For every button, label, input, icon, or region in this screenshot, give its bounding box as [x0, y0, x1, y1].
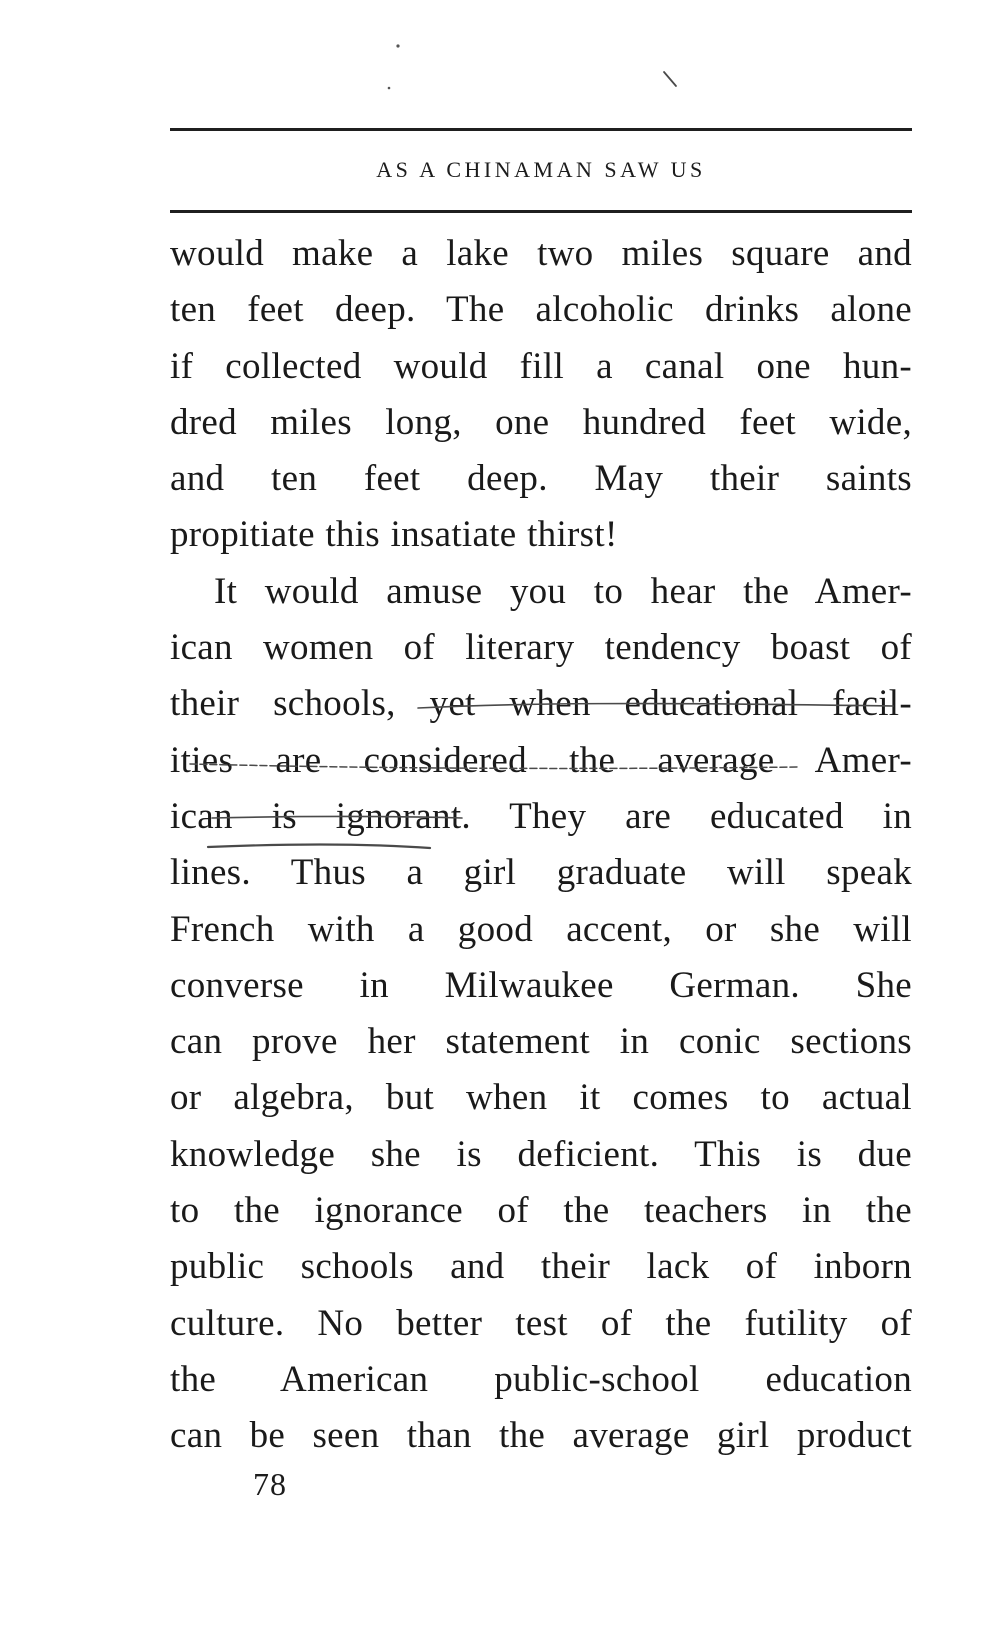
text-line: ten feet deep. The alcoholic drinks alone	[170, 289, 912, 331]
page-number: 78	[253, 1466, 287, 1502]
text-line: propitiate this insatiate thirst!	[170, 514, 618, 556]
text-line: can be seen than the average girl product	[170, 1415, 912, 1457]
stray-dot	[396, 44, 399, 47]
text-line: or algebra, but when it comes to actual	[170, 1077, 912, 1119]
text-line: ican is ignorant. They are educated in	[170, 795, 912, 837]
stray-mark	[664, 72, 676, 86]
text-line: ities are considered the average Amer-	[170, 739, 912, 781]
text-line: culture. No better test of the futility of	[170, 1302, 912, 1344]
text-line: if collected would fill a canal one hun-	[170, 345, 912, 387]
text-line: the American public-school education	[170, 1358, 912, 1400]
stray-dot	[388, 87, 391, 90]
text-line: ican women of literary tendency boast of	[170, 627, 912, 669]
text-line: converse in Milwaukee German. She	[170, 964, 912, 1006]
text-line: to the ignorance of the teachers in the	[170, 1190, 912, 1232]
text-line: and ten feet deep. May their saints	[170, 458, 912, 500]
text-line: can prove her statement in conic sections	[170, 1021, 912, 1063]
header-rule-bottom	[170, 210, 912, 213]
text-line: knowledge she is deficient. This is due	[170, 1133, 912, 1175]
running-head: AS A CHINAMAN SAW US	[376, 157, 706, 182]
text-line: It would amuse you to hear the Amer-	[214, 570, 912, 612]
text-line: public schools and their lack of inborn	[170, 1246, 912, 1288]
header-rule-top	[170, 128, 912, 131]
text-line: would make a lake two miles square and	[170, 233, 912, 274]
body-text	[170, 226, 912, 1465]
text-line: lines. Thus a girl graduate will speak	[170, 852, 912, 894]
text-line: French with a good accent, or she will	[170, 908, 912, 950]
text-line: dred miles long, one hundred feet wide,	[170, 401, 912, 443]
text-line: their schools, yet when educational facil-	[170, 683, 912, 725]
